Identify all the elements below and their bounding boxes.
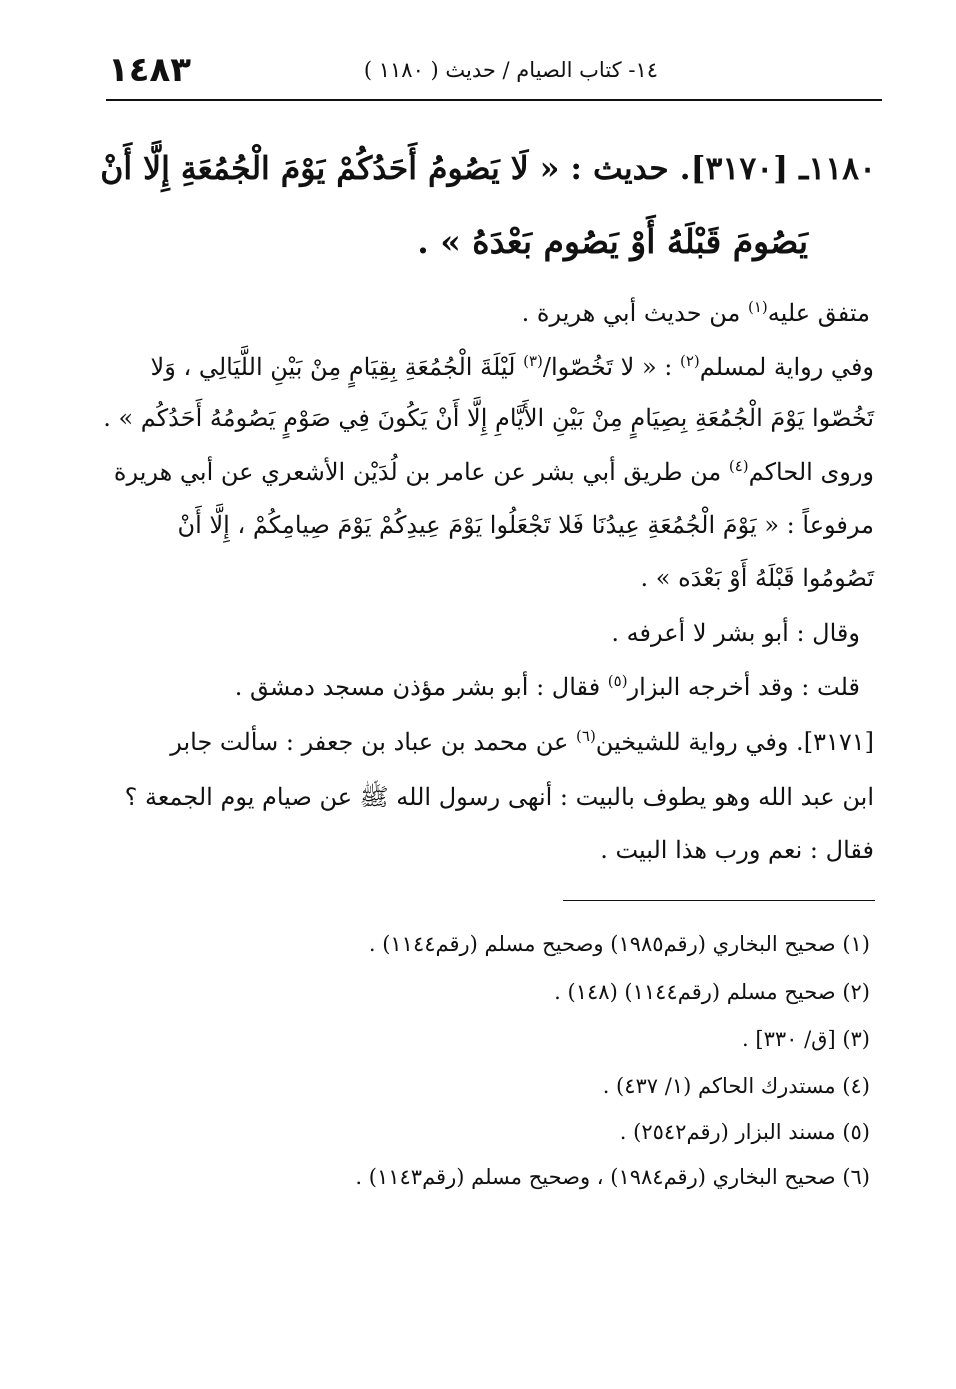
footnote-2: (٢) صحيح مسلم (رقم١١٤٤) (١٤٨) . [554,980,870,1004]
body-text: وروى الحاكم [748,458,874,486]
body-text: عن محمد بن عباد بن جعفر : سألت جابر [170,728,577,756]
body-line-5: مرفوعاً : « يَوْمَ الْجُمُعَةِ عِيدُنَا فَلا تَجْعَلُوا يَوْمَ عِيدِكُمْ يَوْمَ صِيامِكُمْ ، إِلَّا أَنْ [177,511,874,539]
header-rule [106,99,882,101]
footnote-3: (٣) [ق/ ٣٣٠] . [742,1027,870,1051]
body-line-9 [170,727,874,756]
footnote-4: (٤) مستدرك الحاكم (١/ ٤٣٧) . [602,1074,870,1098]
body-line-3: تَخُصّوا يَوْمَ الْجُمُعَةِ بِصِيَامٍ مِنْ بَيْنِ الأَيَّامِ إِلَّا أَنْ يَكُونَ فِي صَوْمٍ يَصُومُهُ أَحَدُكُم » . [103,404,874,432]
body-text: : « لا تَخُصّوا/ [542,353,680,381]
body-text: فقال : أبو بشر مؤذن مسجد دمشق . [234,673,608,701]
body-line-8 [235,672,860,701]
body-text: قلت : وقد أخرجه البزار [627,673,860,701]
running-title: ١٤- كتاب الصيام / حديث ( ١١٨٠ ) [363,58,658,82]
body-text: من طريق أبي بشر عن عامر بن لُدَيْن الأشعري عن أبي هريرة [113,458,729,486]
body-line-11: فقال : نعم ورب هذا البيت . [600,836,874,864]
footnote-5: (٥) مسند البزار (رقم٢٥٤٢) . [619,1120,870,1144]
footnote-ref-6: (٦) [576,727,596,745]
footnote-6: (٦) صحيح البخاري (رقم١٩٨٤) ، وصحيح مسلم (رقم١١٤٣) . [355,1165,870,1189]
body-line-10: ابن عبد الله وهو يطوف بالبيت : أنهى رسول الله ﷺ عن صيام يوم الجمعة ؟ [124,783,874,811]
body-text: من حديث أبي هريرة . [521,299,748,327]
body-text: وفي رواية لمسلم [699,353,874,381]
body-text: متفق عليه [767,299,870,327]
body-text: [٣١٧١]. وفي رواية للشيخين [595,728,874,756]
body-line-6: تَصُومُوا قَبْلَهُ أَوْ بَعْدَه » . [640,564,874,592]
body-line-1 [522,298,870,327]
footnote-ref-4: (٤) [728,457,749,475]
footnote-ref-2: (٢) [679,352,700,370]
body-line-4 [114,457,874,486]
footnote-separator [563,900,875,901]
footnote-1: (١) صحيح البخاري (رقم١٩٨٥) وصحيح مسلم (رقم١١٤٤) . [368,932,870,956]
page-number: ١٤٨٣ [108,50,192,90]
hadith-line-1: ١١٨٠ـ [٣١٧٠]. حديث : « لَا يَصُومُ أَحَدُكُمْ يَوْمَ الْجُمُعَةِ إِلَّا أَنْ [100,150,876,187]
body-line-2 [151,352,874,381]
footnote-ref-5: (٥) [607,672,628,690]
hadith-line-2: يَصُومَ قَبْلَهُ أَوْ يَصُوم بَعْدَهُ » . [417,222,808,261]
footnote-ref-1: (١) [747,298,768,316]
footnote-ref-3: (٣) [523,352,543,370]
body-line-7: وقال : أبو بشر لا أعرفه . [611,619,860,647]
body-text: لَيْلَةَ الْجُمُعَةِ بِقِيَامٍ مِنْ بَيْنِ اللَّيَالِي ، وَلا [150,353,524,381]
